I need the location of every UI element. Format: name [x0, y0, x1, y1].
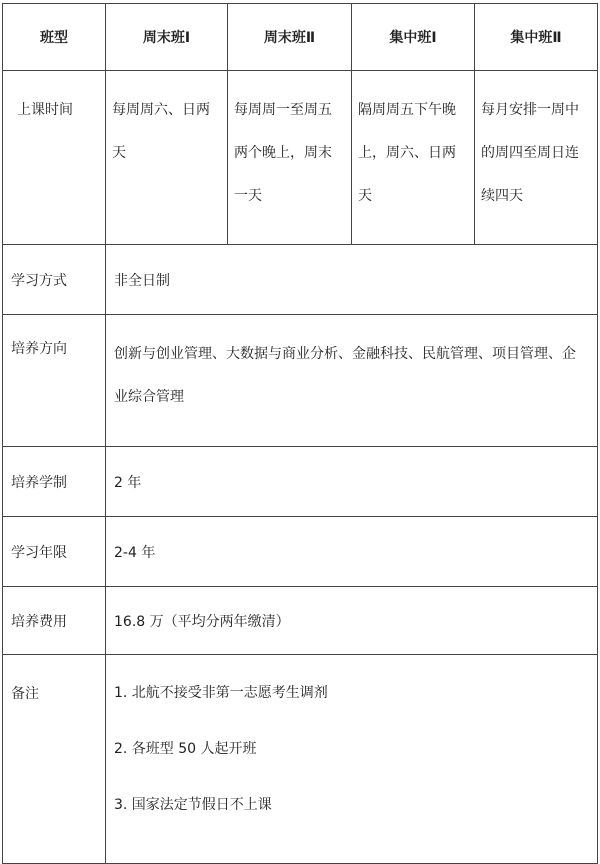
notes-list: [106, 655, 598, 864]
duration-row: [3, 447, 598, 517]
header-weekend-1: 周末班Ⅰ: [106, 4, 228, 71]
schedule-label: 上课时间: [3, 71, 106, 245]
schedule-row: [3, 71, 598, 245]
note-item: 1. 北航不接受非第一志愿考生调剂: [114, 685, 328, 701]
fee-value: 16.8 万（平均分两年缴清）: [106, 587, 598, 655]
mode-value: 非全日制: [106, 245, 598, 315]
direction-row: [3, 315, 598, 447]
schedule-weekend-2: 每周周一至周五两个晚上，周末一天: [228, 71, 352, 245]
note-item: 3. 国家法定节假日不上课: [114, 797, 272, 813]
program-table: [2, 3, 598, 864]
mode-label: 学习方式: [3, 245, 106, 315]
header-intensive-1: 集中班Ⅰ: [352, 4, 475, 71]
notes-row: [3, 655, 598, 864]
fee-row: [3, 587, 598, 655]
header-weekend-2: 周末班Ⅱ: [228, 4, 352, 71]
schedule-intensive-2: 每月安排一周中的周四至周日连续四天: [475, 71, 598, 245]
duration-label: 培养学制: [3, 447, 106, 517]
header-intensive-2: 集中班Ⅱ: [475, 4, 598, 71]
duration-value: 2 年: [106, 447, 598, 517]
limit-row: [3, 517, 598, 587]
mode-row: [3, 245, 598, 315]
header-class-type: 班型: [3, 4, 106, 71]
schedule-intensive-1: 隔周周五下午晚上，周六、日两天: [352, 71, 475, 245]
limit-label: 学习年限: [3, 517, 106, 587]
direction-label: 培养方向: [3, 315, 106, 447]
limit-value: 2-4 年: [106, 517, 598, 587]
fee-label: 培养费用: [3, 587, 106, 655]
header-row: [3, 4, 598, 71]
note-item: 2. 各班型 50 人起开班: [114, 741, 257, 757]
direction-value: 创新与创业管理、大数据与商业分析、金融科技、民航管理、项目管理、企业综合管理: [106, 315, 598, 447]
schedule-weekend-1: 每周周六、日两天: [106, 71, 228, 245]
notes-label: 备注: [3, 655, 106, 864]
